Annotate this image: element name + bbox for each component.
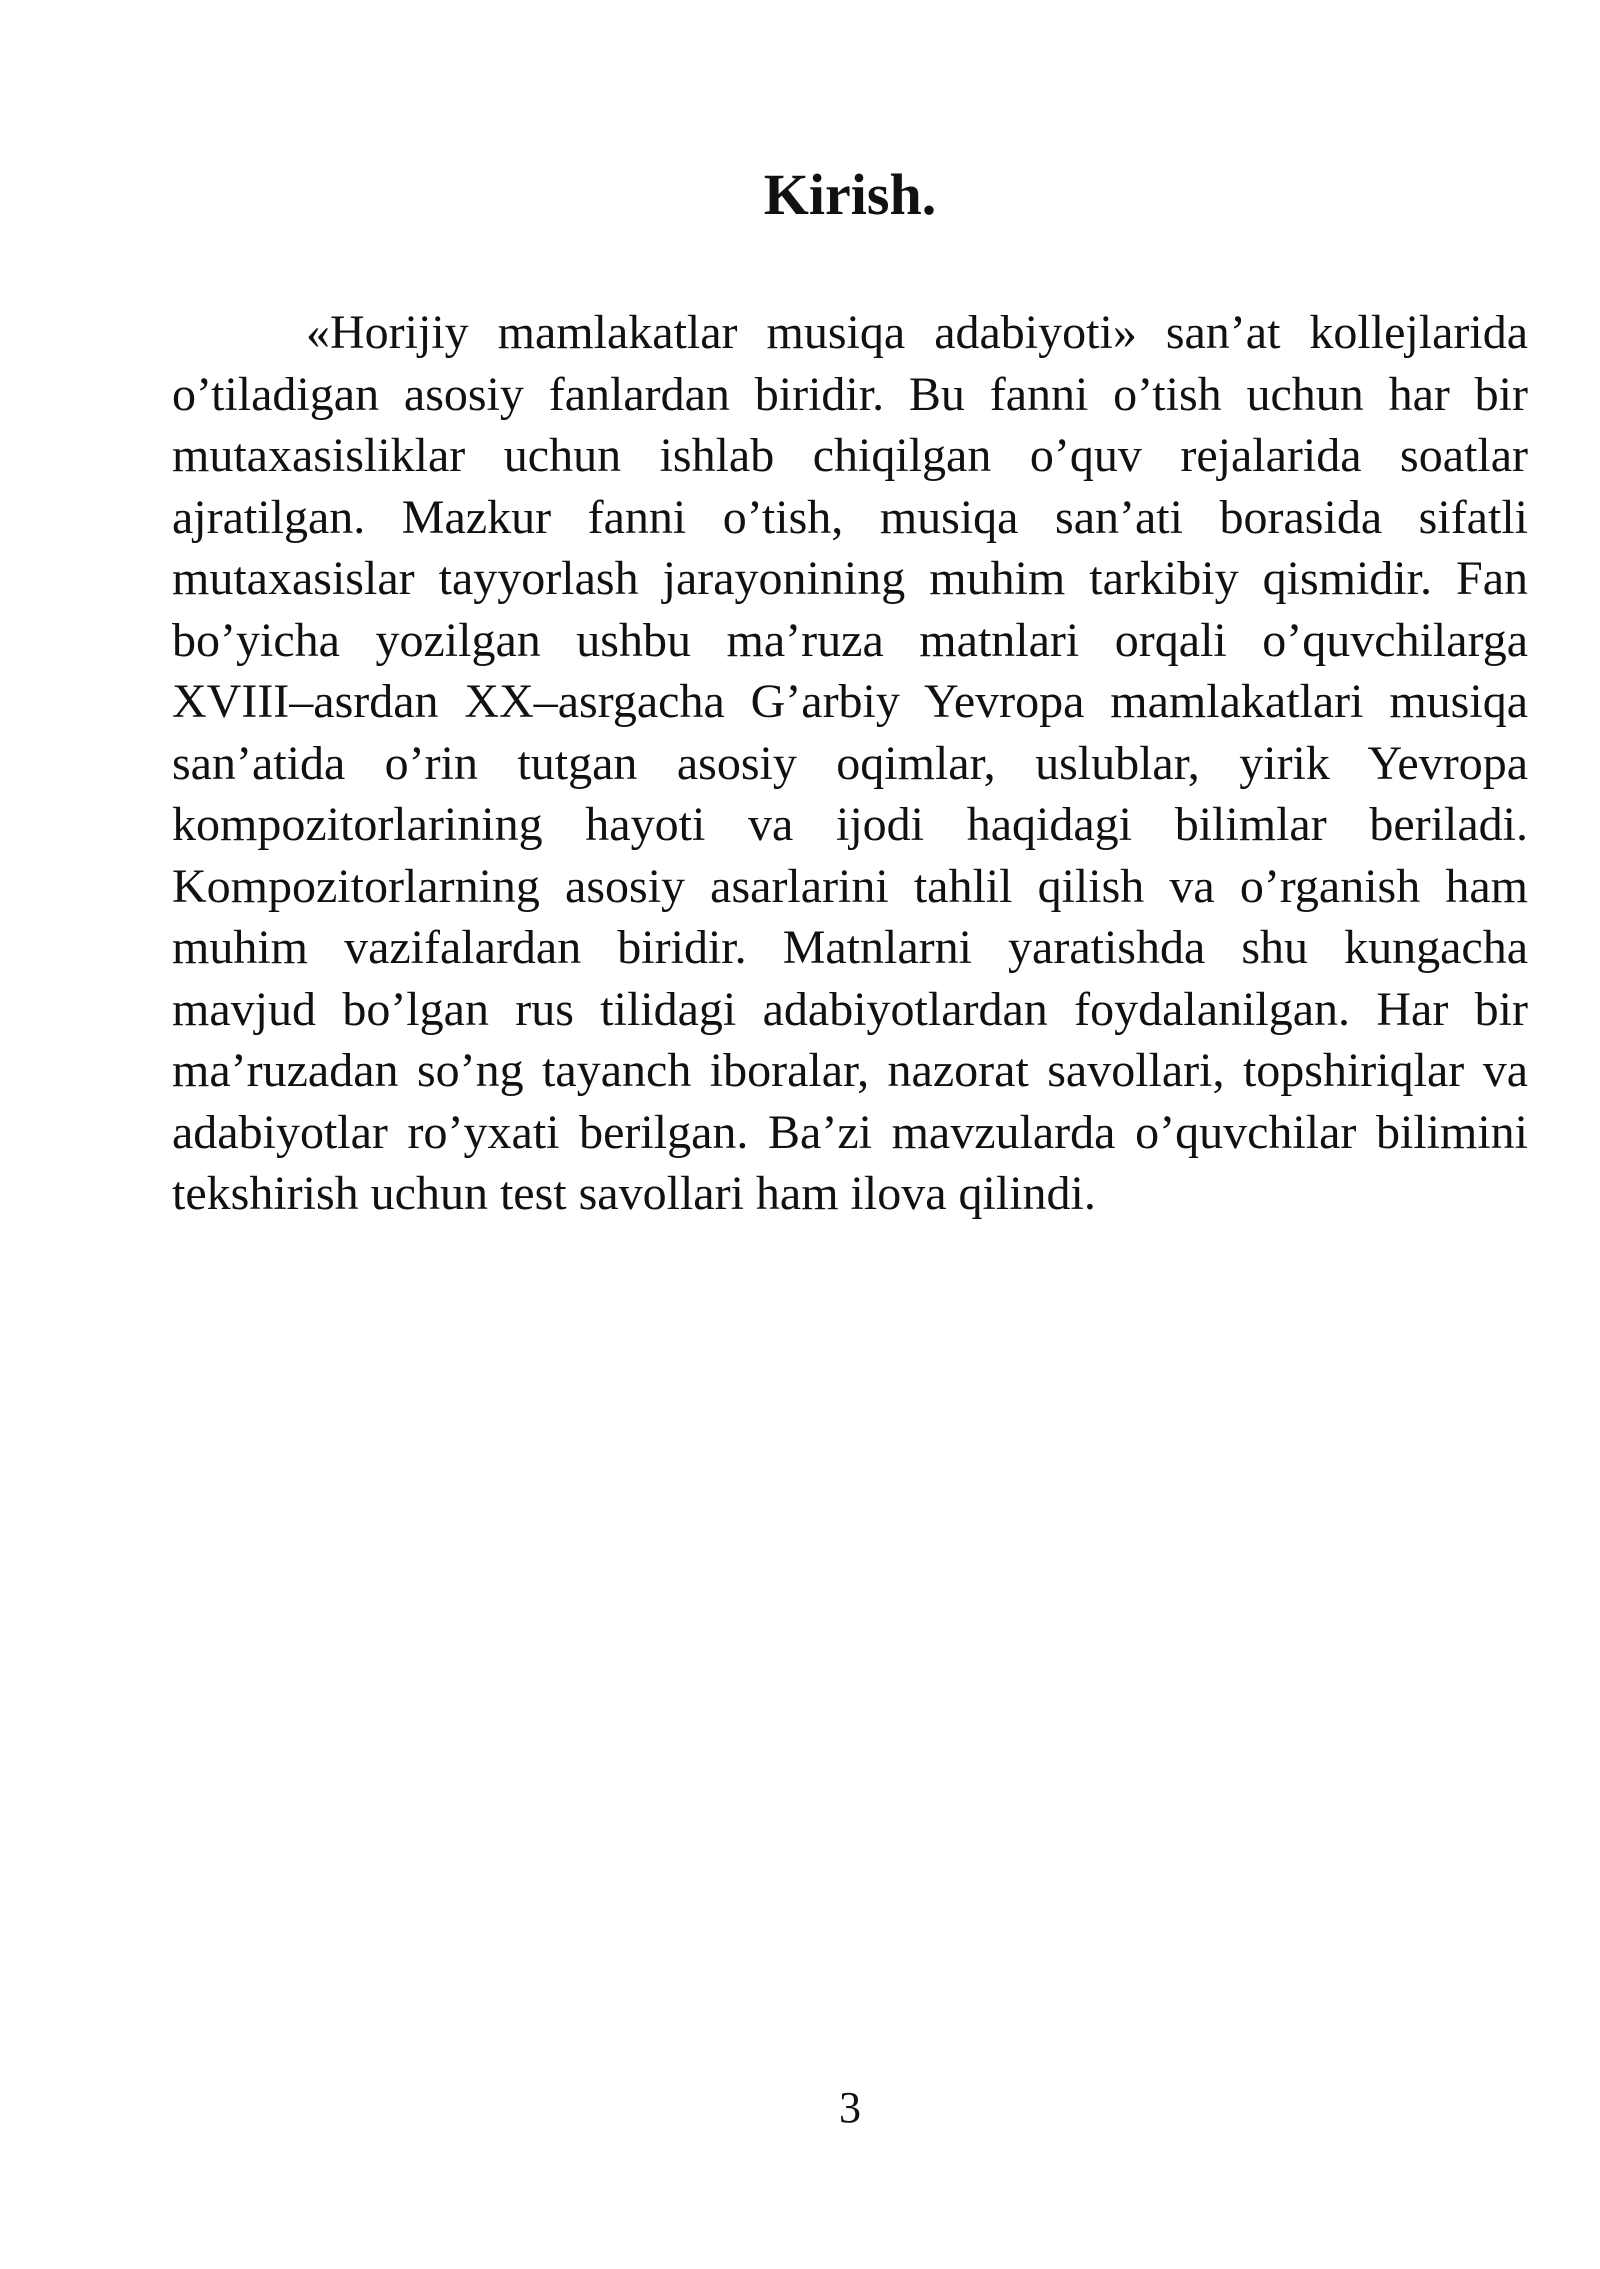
page-number: 3 <box>839 2083 861 2132</box>
body-paragraph: «Horijiy mamlakatlar musiqa adabiyoti» san’at kollejlarida o’tiladigan asosiy fanlardan biridir. Bu fanni o’tish uchun har bir mutaxasisliklar uchun ishlab chiqilgan o’quv rejalarida soatlar ajratilgan. Mazkur fanni o’tish, musiqa san’ati borasida sifatli mutaxasislar tayyorlash jarayonining muhim tarkibiy qismidir. Fan bo’yicha yozilgan ushbu ma’ruza matnlari orqali o’quvchilarga XVIII–asrdan XX–asrgacha G’arbiy Yevropa mamlakatlari musiqa san’atida o’rin tutgan asosiy oqimlar, uslublar, yirik Yevropa kompozitorlarining hayoti va ijodi haqidagi bilimlar beriladi. Kompozitorlarning asosiy asarlarini tahlil qilish va o’rganish ham muhim vazifalardan biridir. Matnlarni yaratishda shu kungacha mavjud bo’lgan rus tilidagi adabiyotlardan foydalanilgan. Har bir ma’ruzadan so’ng tayanch iboralar, nazorat savollari, topshiriqlar va adabiyotlar ro’yxati berilgan. Ba’zi mavzularda o’quvchilar bilimini tekshirish uchun test savollari ham ilova qilindi. <box>172 306 1528 1220</box>
page-title: Kirish. <box>763 162 937 227</box>
